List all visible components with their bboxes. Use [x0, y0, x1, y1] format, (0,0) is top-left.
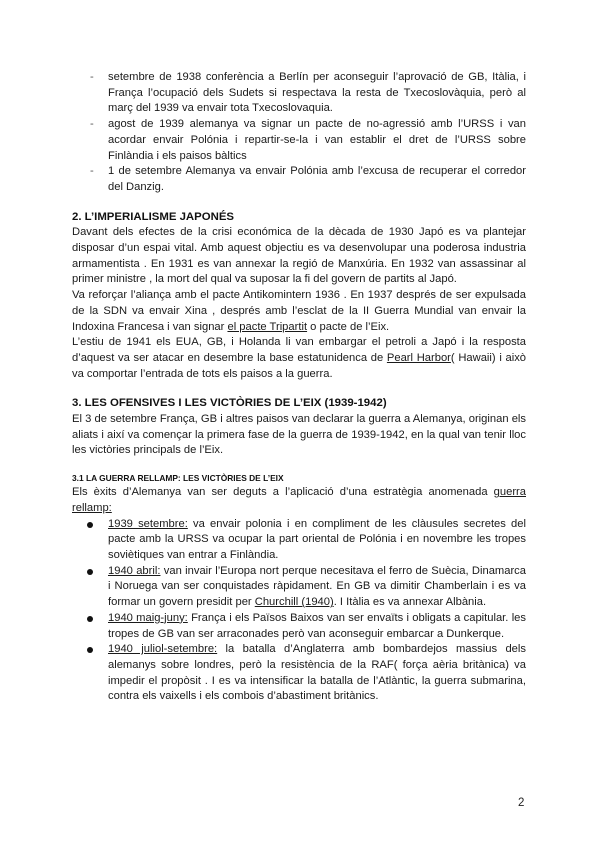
text: Els èxits d’Alemanya van ser deguts a l’aplicació d’una estratègia anomenada: [72, 486, 494, 499]
intro-list: [72, 70, 526, 196]
list-item: - 1 de setembre Alemanya va envair Polónia amb l’excusa de recuperar el corredor del Danzig.: [108, 164, 526, 195]
section-3-heading: 3. LES OFENSIVES I LES VICTÒRIES DE L’EIX (1939-1942): [72, 397, 387, 410]
text: o pacte de l’Eix.: [307, 320, 390, 333]
list-item: [108, 642, 526, 705]
page-content: [72, 70, 526, 705]
list-item: [108, 517, 526, 564]
page-number: 2: [518, 797, 525, 809]
section-2-heading: 2. L’IMPERIALISME JAPONÉS: [72, 210, 235, 223]
text: la batalla d’Anglaterra amb bombardejos massius dels alemanys sobre londres, però la resistència de la RAF( força aèria britànica) va impedir el propòsit . I es va intensificar la batalla de l’Atlàntic, la guerra submarina, contra els vaixells i els combois d’abastiment britànics.: [108, 643, 526, 703]
list-item: - setembre de 1938 conferència a Berlín per aconseguir l’aprovació de GB, Itàlia, i França l’ocupació dels Sudets si respectava la resta de Txecoslovàquia, però al març del 1939 va envair tota Txecoslovaquia.: [108, 70, 526, 117]
text: van invair l’Europa nort perque necesitava el ferro de Suècia, Dinamarca i Noruega van ser conquistades ràpidament. En GB va dimitir Chamberlain i es va formar un govern presidit per: [108, 564, 526, 609]
subsection-3-1-heading: 3.1 LA GUERRA RELLAMP: LES VICTÒRIES DE L’EIX: [72, 473, 284, 484]
list-item: - agost de 1939 alemanya va signar un pacte de no-agressió amb l’URSS i van acordar envair Polónia i repartir-se-la i van establir el dret de l’URSS sobre Finlàndia i els paisos bàltics: [108, 117, 526, 164]
text: ( Hawaii) i això va comportar l’entrada de tots els paisos a la guerra.: [72, 351, 527, 380]
date-label: 1940 juliol-setembre:: [108, 643, 218, 656]
pacte-tripartit-link[interactable]: el pacte Tripartit: [227, 320, 308, 333]
date-label: 1940 abril:: [108, 564, 161, 577]
date-label: 1939 setembre:: [108, 517, 188, 530]
pearl-harbor-link[interactable]: Pearl Harbor: [386, 351, 451, 364]
timeline-list: [72, 517, 526, 705]
text: L’estiu de 1941 els EUA, GB, i Holanda li van embargar el petroli a Japó i la resposta d’aquest va ser atacar en desembre la base estatunidenca de: [72, 336, 526, 364]
list-item: [108, 564, 526, 611]
date-label: 1940 maig-juny:: [108, 611, 188, 624]
section-2-paragraph-2: [72, 288, 526, 335]
churchill-link[interactable]: Churchill (1940): [254, 596, 334, 609]
guerra-rellamp-link[interactable]: guerra rellamp:: [72, 486, 526, 514]
section-2-paragraph-1: Davant dels efectes de la crisi económica de la dècada de 1930 Japó es va plantejar disposar d’un espai vital. Amb aquest objectiu es va desenvolupar una poderosa industria armamentista . En 1931 es van annexar la regió de Manxúria. En 1932 van assassinar al primer ministre , la mort del qual va suposar la fi del govern de partits al Japó.: [72, 226, 526, 286]
text: . I Itàlia es va annexar Albània.: [333, 596, 487, 609]
section-3-paragraph: El 3 de setembre França, GB i altres paisos van declarar la guerra a Alemanya, originan els aliats i així va començar la primera fase de la guerra de 1939-1942, en la qual van tenir lloc les victòries principals de l’Eix.: [72, 413, 526, 457]
text: va envair polonia i en compliment de les clàusules secretes del pacte amb la URSS va ocupar la part oriental de Polónia i en novembre les tropes soviètiques van entrar a Finlàndia.: [108, 517, 526, 561]
subsection-paragraph: [72, 485, 526, 516]
text: França i els Països Baixos van ser envaïts i obligats a capitular. les tropes de GB van ser arraconades però van aconseguir embarcar a Dunkerque.: [108, 611, 526, 640]
section-2-paragraph-3: [72, 335, 526, 382]
text: Va reforçar l’aliança amb el pacte Antikomintern 1936 . En 1937 després de ser expulsada de la SDN va envair Xina , després amb l’esclat de la II Guerra Mundial van envair la Indoxina Francesa i van signar: [72, 289, 526, 333]
list-item: [108, 611, 526, 642]
